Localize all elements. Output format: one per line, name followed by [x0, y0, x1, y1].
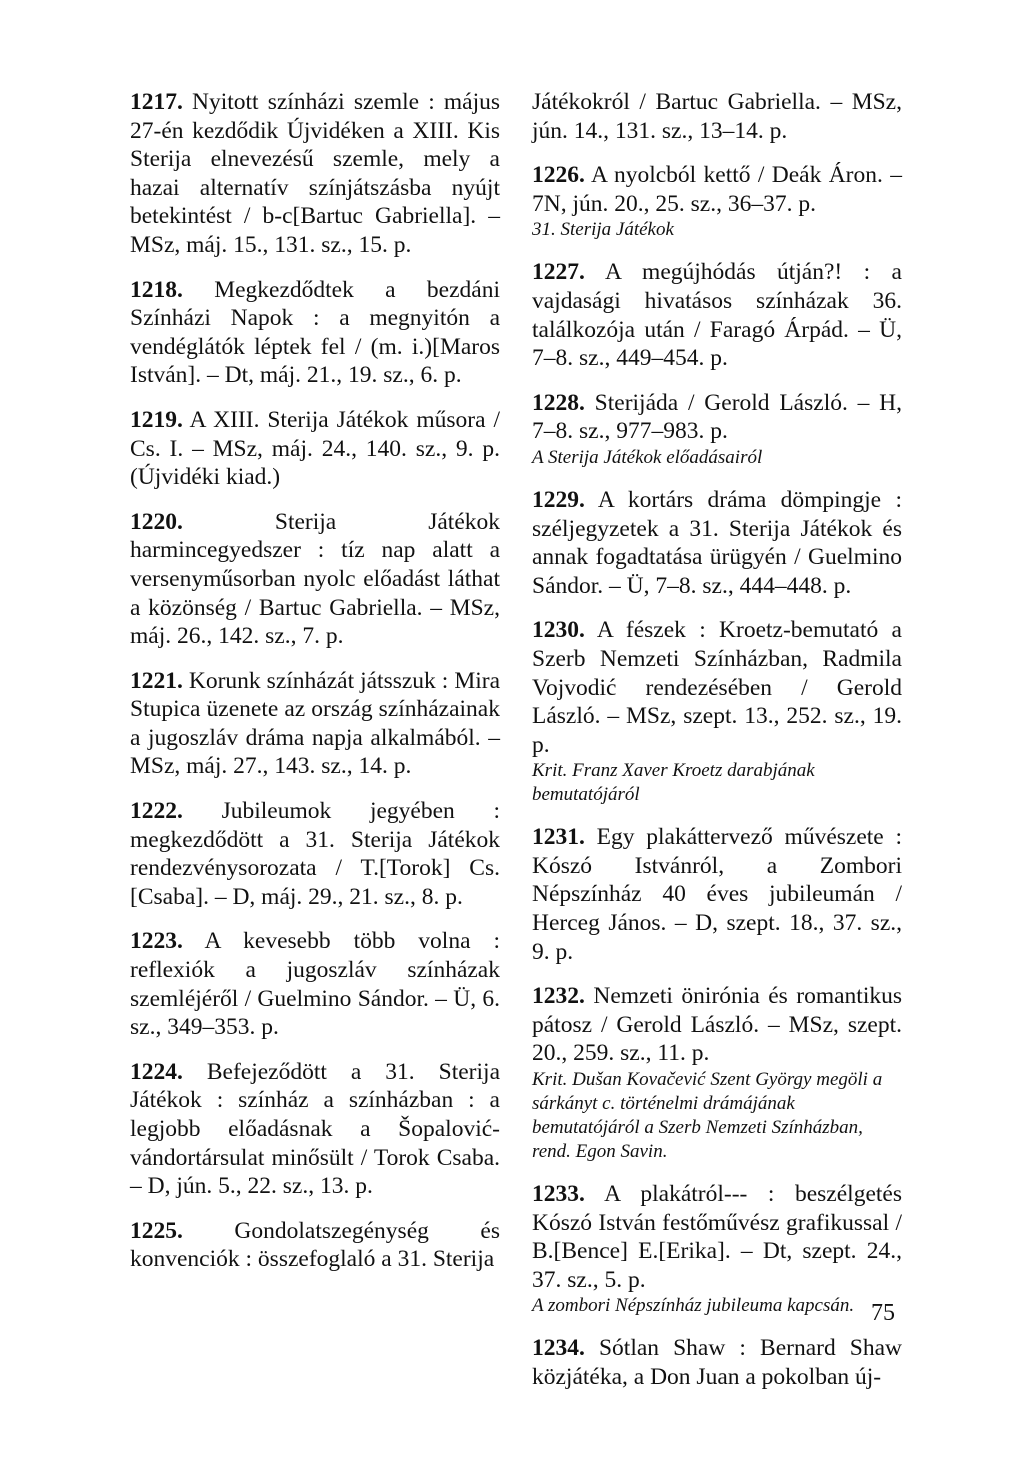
entry-number: 1224. — [130, 1058, 183, 1085]
entry-number: 1221. — [130, 667, 183, 694]
bibliography-entry — [532, 1334, 902, 1391]
entry-text: A XIII. Sterija Játékok műsora / Cs. I. – MSz, máj. 24., 140. sz., 9. p. (Újvidéki kiad.) — [130, 406, 500, 491]
bibliography-entry — [130, 406, 500, 492]
bibliography-entry — [130, 667, 500, 781]
entry-number: 1218. — [130, 276, 183, 303]
bibliography-entry — [532, 823, 902, 966]
bibliography-entry — [532, 616, 902, 807]
entry-number: 1226. — [532, 162, 585, 189]
entry-text: Befejeződött a 31. Sterija Játékok : színház a színházban : a legjobb előadásnak a Šopalović-vándortársulat minősült / Torok Csaba. – D, jún. 5., 22. sz., 13. p. — [130, 1058, 500, 1200]
entry-number: 1234. — [532, 1335, 585, 1362]
bibliography-entry — [532, 982, 902, 1164]
entry-text: Sótlan Shaw : Bernard Shaw közjátéka, a Don Juan a pokolban új- — [532, 1335, 903, 1390]
entry-number: 1230. — [532, 617, 585, 644]
bibliography-entry — [130, 797, 500, 911]
entry-text: A plakátról--- : beszélgetés Kószó István festőművész grafikussal / B.[Bence] E.[Erika]. – Dt, szept. 24., 37. sz., 5. p. — [532, 1181, 902, 1293]
left-column — [130, 88, 500, 1290]
bibliography-entry — [130, 927, 500, 1041]
entry-note: A Sterija Játékok előadásairól — [532, 446, 763, 468]
entry-number: 1228. — [532, 389, 585, 416]
entry-note: 31. Sterija Játékok — [532, 219, 674, 241]
entry-text: A nyolcból kettő / Deák Áron. – 7N, jún. 20., 25. sz., 36–37. p. — [532, 162, 902, 217]
entry-number: 1217. — [130, 89, 183, 115]
entry-text: Játékokról / Bartuc Gabriella. – MSz, jún. 14., 131. sz., 13–14. p. — [532, 89, 902, 144]
entry-number: 1223. — [130, 928, 183, 955]
entry-text: A kortárs dráma dömpingje : széljegyzetek a 31. Sterija Játékok és annak fogadtatása ürügyén / Guelmino Sándor. – Ü, 7–8. sz., 444–448. p. — [532, 486, 902, 599]
bibliography-entry — [532, 161, 902, 242]
entry-note: A zombori Népszínház jubileuma kapcsán. — [532, 1295, 855, 1317]
entry-number: 1225. — [130, 1217, 183, 1244]
entry-number: 1229. — [532, 486, 585, 513]
bibliography-entry — [532, 88, 902, 145]
bibliography-entry — [532, 258, 902, 372]
entry-text: Korunk színházát játsszuk : Mira Stupica üzenete az ország színházainak a jugoszláv dráma napja alkalmából. – MSz, máj. 27., 143. sz., 14. p. — [130, 667, 501, 780]
entry-number: 1231. — [532, 824, 585, 851]
bibliography-entry — [130, 88, 500, 260]
entry-text: Gondolatszegénység és konvenciók : összefoglaló a 31. Sterija — [130, 1217, 500, 1273]
entry-number: 1232. — [532, 983, 585, 1010]
entry-text: A megújhódás útján?! : a vajdasági hivatásos színházak 36. találkozója után / Faragó Árpád. – Ü, 7–8. sz., 449–454. p. — [532, 259, 902, 372]
bibliography-entry — [532, 486, 902, 600]
entry-text: Nemzeti önirónia és romantikus pátosz / Gerold László. – MSz, szept. 20., 259. sz., 11. p. — [532, 983, 903, 1067]
entry-text: A fészek : Kroetz-bemutató a Szerb Nemzeti Színházban, Radmila Vojvodić rendezésében / Gerold László. – MSz, szept. 13., 252. sz., 19. p. — [532, 617, 902, 758]
bibliography-entry — [532, 389, 902, 470]
bibliography-entry — [532, 1180, 902, 1318]
bibliography-entry — [130, 1058, 500, 1201]
entry-text: Jubileumok jegyében : megkezdődött a 31. Sterija Játékok rendezvénysorozata / T.[Torok] Cs.[Csaba]. – D, máj. 29., 21. sz., 8. p. — [130, 798, 500, 910]
entry-number: 1220. — [130, 508, 183, 535]
bibliography-entry — [130, 508, 500, 651]
entry-text: Egy plakáttervező művészete : Kószó Istvánról, a Zombori Népszínház 40 éves jubileumán / Herceg János. – D, szept. 18., 37. sz., 9. p. — [532, 824, 902, 965]
entry-text: Nyitott színházi szemle : május 27-én kezdődik Újvidéken a XIII. Kis Sterija elnevezésű szemle, mely a hazai alternatív színjátszásba nyújt betekintést / b-c[Bartuc Gabriella]. – MSz, máj. 15., 131. sz., 15. p. — [130, 89, 500, 258]
entry-number: 1219. — [130, 406, 183, 433]
entry-text: Megkezdődtek a bezdáni Színházi Napok : a megnyitón a vendéglátók léptek fel / (m. i.)[Maros István]. – Dt, máj. 21., 19. sz., 6. p. — [130, 276, 500, 389]
entry-text: A kevesebb több volna : reflexiók a jugoszláv színházak szemléjéről / Guelmino Sándor. – Ü, 6. sz., 349–353. p. — [130, 928, 500, 1041]
page-number: 75 — [871, 1300, 895, 1326]
bibliography-entry — [130, 1217, 500, 1274]
entry-text: Sterija Játékok harmincegyedszer : tíz nap alatt a versenyműsorban nyolc előadást láthat a közönség / Bartuc Gabriella. – MSz, máj. 26., 142. sz., 7. p. — [130, 508, 500, 650]
entry-text: Sterijáda / Gerold László. – H, 7–8. sz., 977–983. p. — [532, 389, 903, 445]
right-column — [532, 88, 902, 1408]
entry-note: Krit. Franz Xaver Kroetz darabjának bemutatójáról — [532, 760, 815, 806]
entry-number: 1222. — [130, 798, 183, 825]
entry-number: 1227. — [532, 259, 585, 286]
bibliography-entry — [130, 276, 500, 390]
entry-note: Krit. Dušan Kovačević Szent György megöli a sárkányt c. történelmi drámájának bemutatójáról a Szerb Nemzeti Színházban, rend. Egon Savin. — [532, 1069, 883, 1163]
entry-number: 1233. — [532, 1181, 585, 1208]
